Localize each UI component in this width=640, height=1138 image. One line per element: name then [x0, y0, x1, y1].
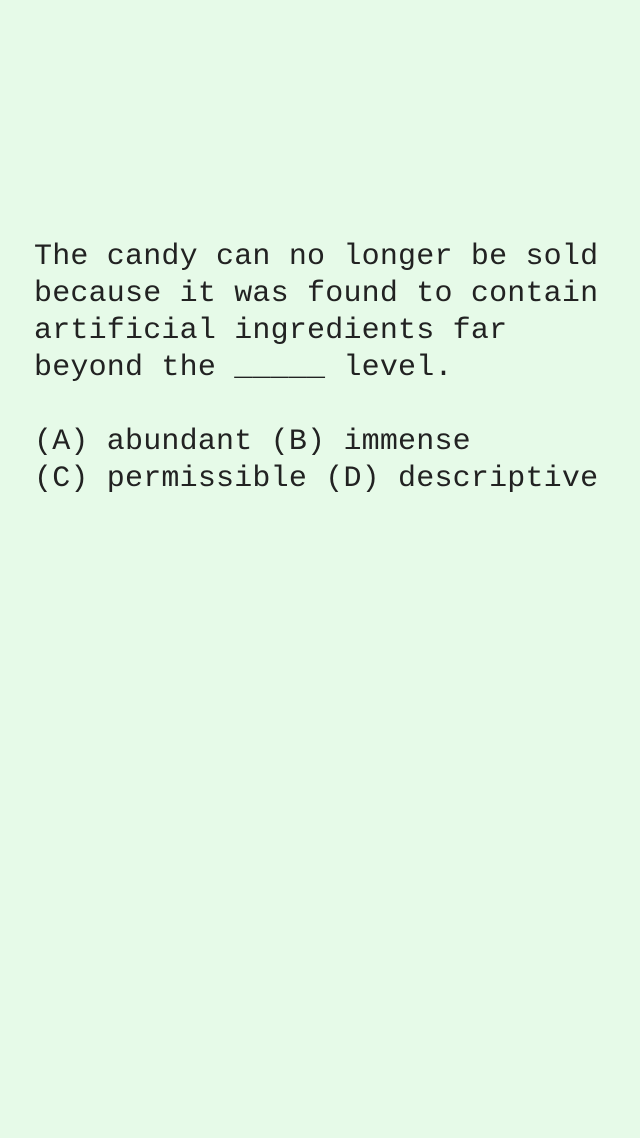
question-line-2: because it was found to contain	[34, 277, 599, 311]
options-line-2: (C) permissible (D) descriptive	[34, 462, 599, 496]
question-line-3: artificial ingredients far	[34, 314, 508, 348]
question-line-1: The candy can no longer be sold	[34, 240, 599, 274]
question-text	[34, 239, 620, 387]
question-line-4: beyond the _____ level.	[34, 351, 453, 385]
answer-options	[34, 424, 620, 498]
options-line-1: (A) abundant (B) immense	[34, 425, 471, 459]
question-card	[34, 239, 620, 498]
